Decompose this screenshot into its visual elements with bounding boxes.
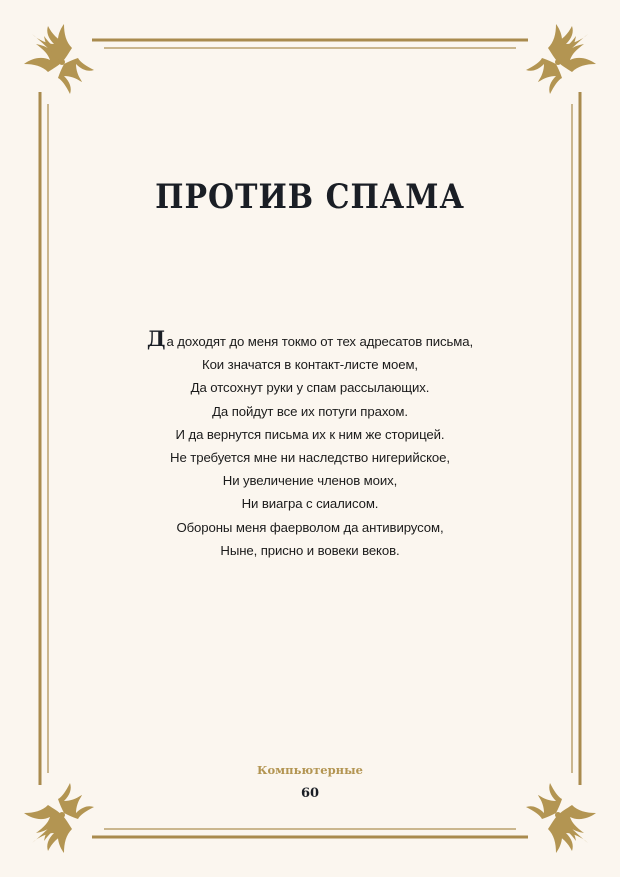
poem-line: Кои значатся в контакт-листе моем, xyxy=(201,357,419,373)
drop-cap: Д xyxy=(146,326,166,351)
page-number: 60 xyxy=(300,786,320,801)
poem-line: Да отсохнут руки у спам рассылающих. xyxy=(190,380,430,396)
poem-line: Не требуется мне ни наследство нигерийское, xyxy=(170,450,450,466)
poem xyxy=(0,326,620,562)
poem-line-text: а доходят до меня токмо от тех адресатов письма, xyxy=(166,334,474,349)
footer-label: Компьютерные xyxy=(257,763,363,777)
page-title: ПРОТИВ СПАМА xyxy=(155,177,465,218)
poem-line: Да пойдут все их потуги прахом. xyxy=(212,403,408,419)
poem-line: Ни виагра с сиалисом. xyxy=(241,496,379,512)
poem-line: Обороны меня фаерволом да антивирусом, xyxy=(176,519,444,535)
poem-line: Ныне, присно и вовеки веков. xyxy=(220,542,400,558)
poem-line xyxy=(0,326,620,353)
poem-line: И да вернутся письма их к ним же сторицей. xyxy=(175,426,445,442)
poem-line: Ни увеличение членов моих, xyxy=(222,473,398,489)
